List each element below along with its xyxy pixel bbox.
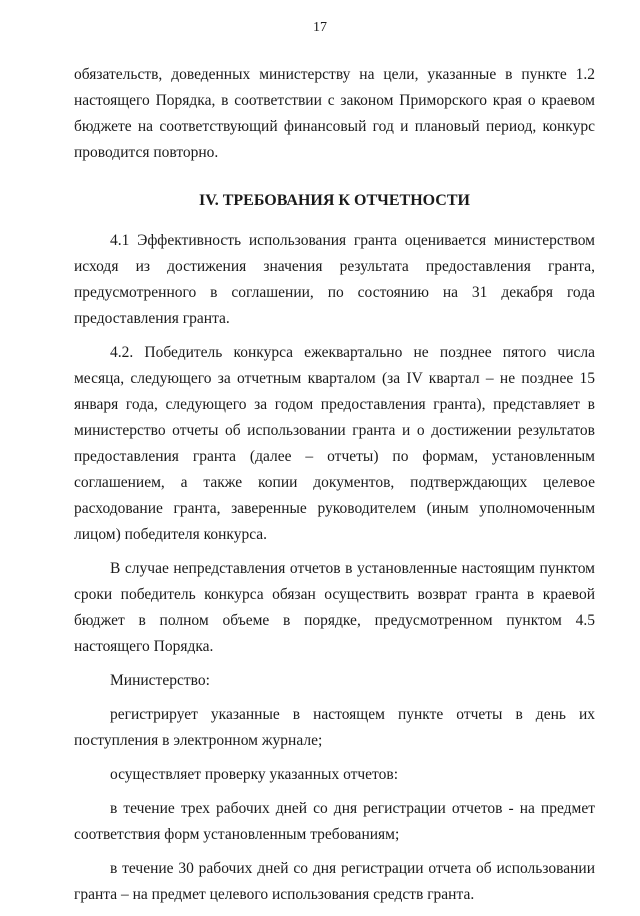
paragraph-registers: регистрирует указанные в настоящем пункте отчеты в день их поступления в электронном журнале; — [74, 706, 595, 749]
paragraph-nonsubmission: В случае непредставления отчетов в установленные настоящим пунктом сроки победитель конкурса обязан осуществить возврат гранта в краевой бюджет в полном объеме в порядке, предусмотренном пунктом 4.5 настоящего Порядка. — [74, 560, 595, 655]
paragraph-ministry: Министерство: — [110, 672, 210, 689]
paragraph-4-1: 4.1 Эффективность использования гранта оценивается министерством исходя из достижения значения результата предоставления гранта, предусмотренного в соглашении, по состоянию на 31 декабря года предоставления гранта. — [74, 232, 595, 327]
section-heading: IV. ТРЕБОВАНИЯ К ОТЧЕТНОСТИ — [199, 192, 470, 209]
paragraph-continuation: обязательств, доведенных министерству на цели, указанные в пункте 1.2 настоящего Порядка, в соответствии с законом Приморского края о краевом бюджете на соответствующий финансовый год и плановый период, конкурс проводится повторно. — [74, 66, 595, 161]
paragraph-checks: осуществляет проверку указанных отчетов: — [110, 766, 399, 783]
paragraph-thirty-days: в течение 30 рабочих дней со дня регистрации отчета об использовании гранта – на предмет целевого использования средств гранта. — [74, 860, 595, 903]
paragraph-three-days: в течение трех рабочих дней со дня регистрации отчетов - на предмет соответствия форм установленным требованиям; — [74, 800, 595, 843]
document-body — [74, 62, 595, 916]
page-number: 17 — [313, 20, 327, 35]
paragraph-4-2: 4.2. Победитель конкурса ежеквартально не позднее пятого числа месяца, следующего за отчетным кварталом (за IV квартал – не позднее 15 января года, следующего за годом предоставления гранта), представляет в министерство отчеты об использовании гранта и о достижении результатов предоставления гранта (далее – отчеты) по формам, установленным соглашением, а также копии документов, подтверждающих целевое расходование гранта, заверенные руководителем (иным уполномоченным лицом) победителя конкурса. — [74, 344, 595, 543]
